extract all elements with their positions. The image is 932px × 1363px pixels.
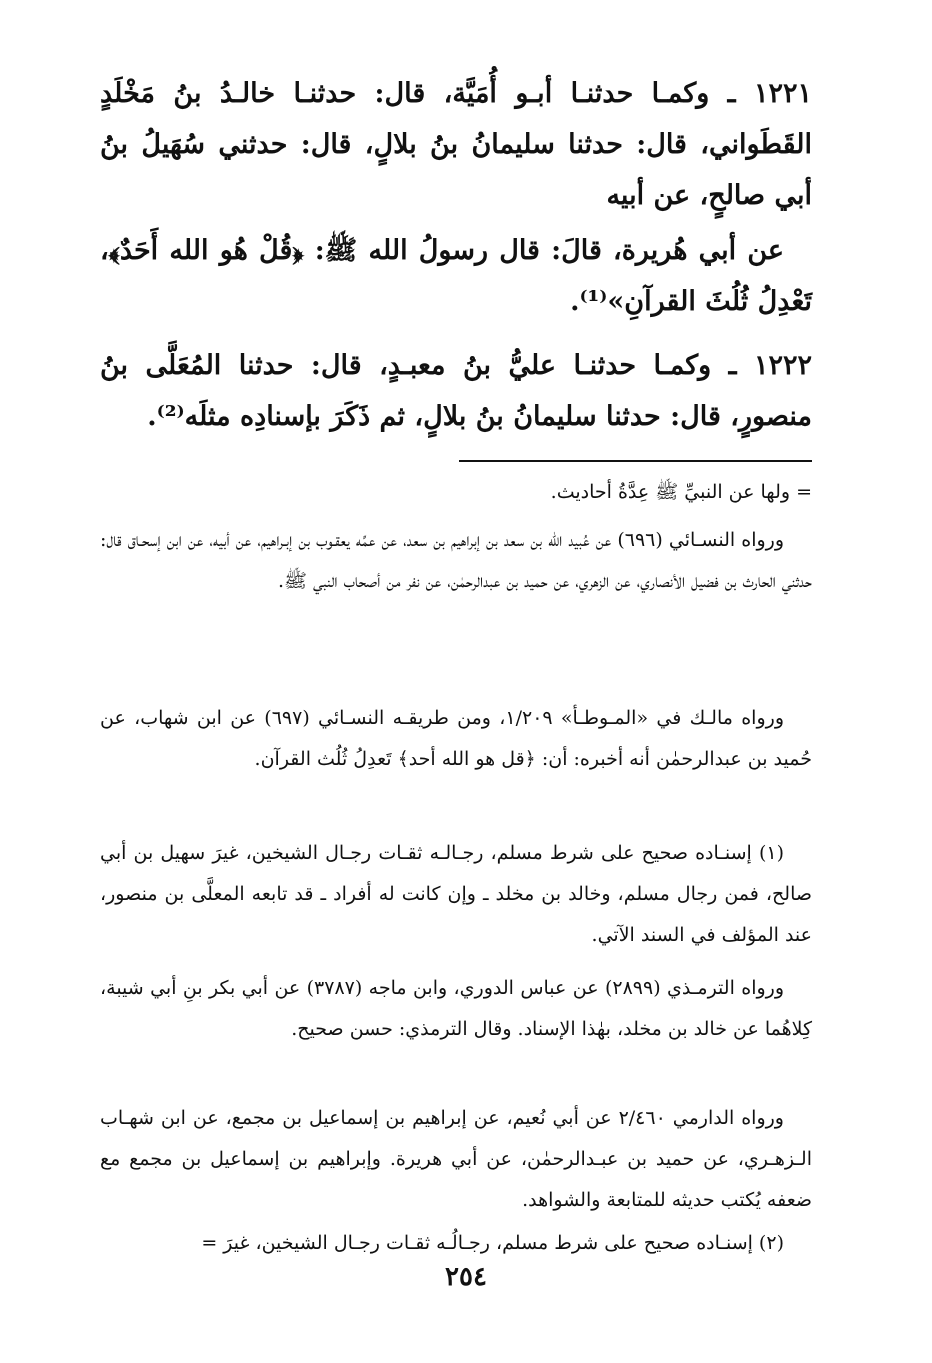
footnote-1: (١) إسنـاده صحيح على شرط مسلم، رجـالـه ثقـات رجـال الشيخين، غيرَ سهيل بن أبي صالح، فمن رجال مسلم، وخالد بن مخلد ـ وإن كانت له أفراد ـ قد تابعه المعلَّى بن منصور، عند المؤلف في السند الآتي.: [100, 842, 812, 946]
hadith-text: عن أبي هُريرة، قالَ: قال رسولُ الله ﷺ: ﴿قُلْ هُو الله أَحَدٌ﴾، تَعْدِلُ ثُلُثَ القرآنِ»⁽¹⁾.: [100, 235, 812, 317]
footnote-darimi: ورواه الدارمي ٢/٤٦٠ عن أبي نُعيم، عن إبراهيم بن إسماعيل بن مجمع، عن ابن شهـاب الـزهـري، عن حميد بن عبـدالرحمٰن، عن أبي هريرة. وإبراهيم بن إسماعيل بن مجمع مع ضعفه يُكتب حديثه للمتابعة والشواهد.: [100, 1107, 812, 1211]
hadith-1222-chain: ١٢٢٢ ـ وكمـا حدثنـا عليُّ بنُ معبـدٍ، قال: حدثنا المُعَلَّى بنُ منصورٍ، قال: حدثنا سليمانُ بنُ بلالٍ، ثم ذَكَرَ بإسنادِه مثلَه⁽²⁾.: [100, 350, 812, 432]
footnote-2: (٢) إسنـاده صحيح على شرط مسلم، رجـالُـه ثقـات رجـال الشيخين، غيرَ =: [201, 1232, 784, 1254]
footnote-malik: ورواه مالـك في «المـوطـأ» ١/٢٠٩، ومن طريقـه النسـائي (٦٩٧) عن ابن شهاب، عن حُميد بن عبدالرحمٰن أنه أخبره: أن: ﴿قل هو الله أحد﴾ تَعدِلُ ثُلُث القرآن.: [100, 707, 812, 770]
footnote-nasai-1: ورواه النسـائي (٦٩٦) عن عُبيد الله بن سعد بن إبراهيم بن سعد، عن عمِّه يعقـوب بن إبـراهيم، عن أبيه، عن ابن إسحـاق قال: حدثني الحارث بن فضيل الأنصاري، عن الزهري، عن حميد بن عبدالرحمٰن، عن نفر من أصحاب النبي ﷺ.: [100, 529, 812, 592]
footnote-separator: [459, 460, 812, 462]
page-number: ٢٥٤: [445, 1262, 487, 1292]
footnote-continuation: = ولها عن النبيِّ ﷺ عِدَّةُ أحاديث.: [550, 481, 812, 503]
hadith-1221-chain: ١٢٢١ ـ وكمـا حدثنـا أبـو أُمَيَّة، قال: حدثنـا خالـدُ بنُ مَخْلَدٍ القَطَواني، قال: حدثنا سليمانُ بنُ بلالٍ، قال: حدثني سُهَيلُ بنُ أبي صالحٍ، عن أبيه: [100, 78, 812, 211]
footnote-tirmidhi: ورواه الترمـذي (٢٨٩٩) عن عباس الدوري، وابن ماجه (٣٧٨٧) عن أبي بكر بنِ أبي شيبة، كِلاهُما عن خالد بن مخلد، بهٰذا الإسناد. وقال الترمذي: حسن صحيح.: [100, 977, 812, 1040]
